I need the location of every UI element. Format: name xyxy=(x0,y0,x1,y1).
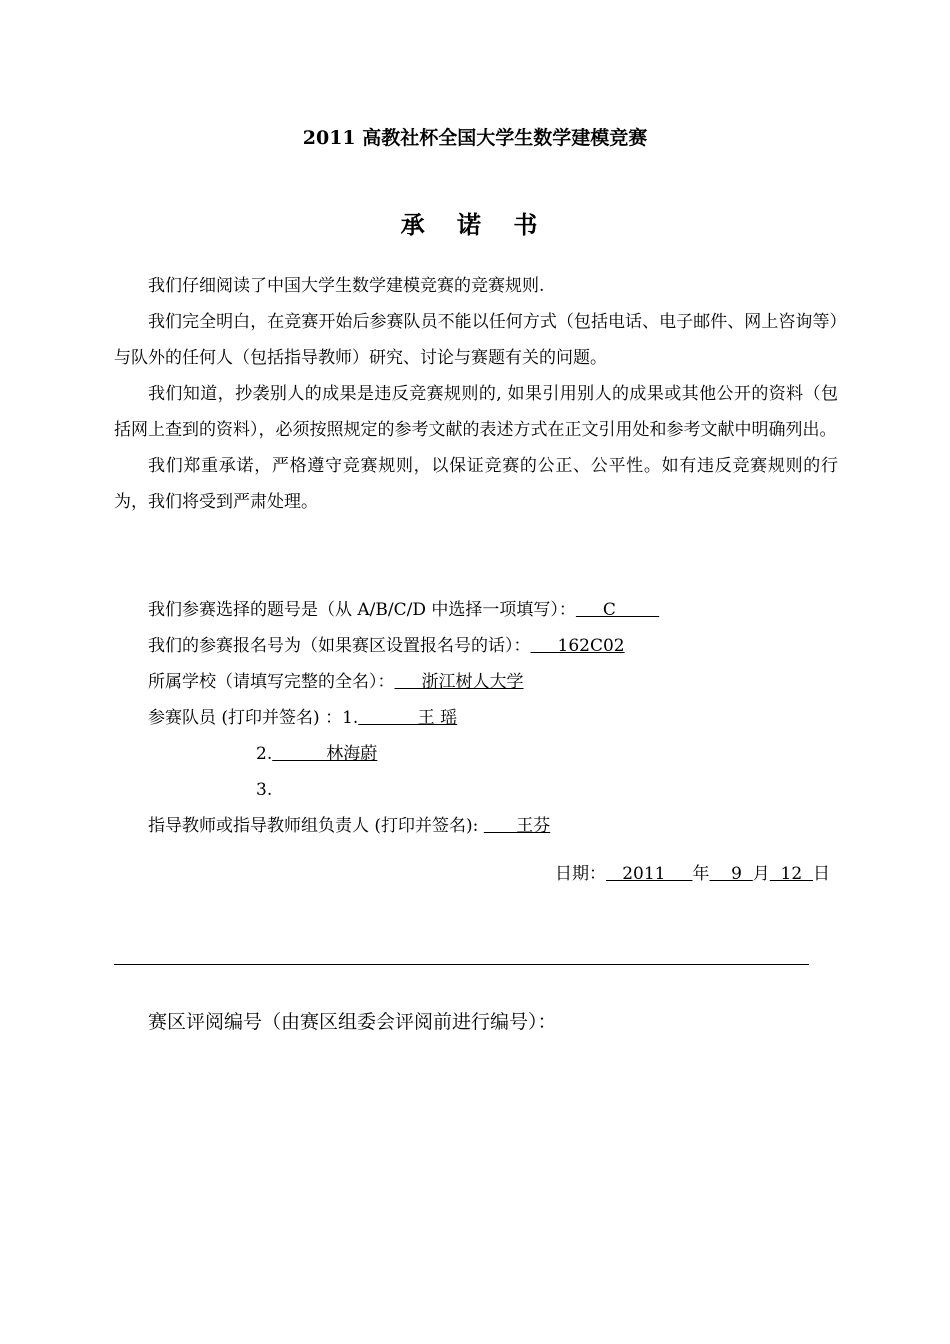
pledge-body xyxy=(114,268,838,520)
registration-form xyxy=(148,592,848,844)
date-day-unit: 日 xyxy=(813,864,830,884)
paragraph-2: 我们完全明白，在竞赛开始后参赛队员不能以任何方式（包括电话、电子邮件、网上咨询等）与队外的任何人（包括指导教师）研究、讨论与赛题有关的问题。 xyxy=(114,312,838,368)
member-1-value: 王 瑶 xyxy=(358,708,458,728)
members-label: 参赛队员 (打印并签名) ：1. xyxy=(148,708,359,728)
review-number-label: 赛区评阅编号（由赛区组委会评阅前进行编号）： xyxy=(148,1011,557,1033)
school-label: 所属学校（请填写完整的全名）： xyxy=(148,672,395,692)
school-row xyxy=(148,664,848,700)
date-month-unit: 月 xyxy=(752,864,770,884)
advisor-value: 王芬 xyxy=(483,816,551,836)
problem-label: 我们参赛选择的题号是（从 A/B/C/D 中选择一项填写）： xyxy=(148,600,576,620)
date-year-unit: 年 xyxy=(692,864,710,884)
member-1-row xyxy=(148,700,848,736)
member-3-row xyxy=(148,772,848,808)
date-year: 2011 xyxy=(606,864,693,884)
paragraph-1: 我们仔细阅读了中国大学生数学建模竞赛的竞赛规则. xyxy=(148,276,545,296)
registration-label: 我们的参赛报名号为（如果赛区设置报名号的话）： xyxy=(148,636,531,656)
member-2-prefix: 2. xyxy=(256,744,273,764)
member-2-value: 林海蔚 xyxy=(272,744,378,764)
problem-value: C xyxy=(575,600,660,620)
paragraph-4: 我们郑重承诺，严格遵守竞赛规则，以保证竞赛的公正、公平性。如有违反竞赛规则的行为，我们将受到严肃处理。 xyxy=(114,456,838,512)
registration-value: 162C02 xyxy=(530,636,625,656)
school-value: 浙江树人大学 xyxy=(394,672,524,692)
advisor-row xyxy=(148,808,848,844)
problem-row xyxy=(148,592,848,628)
registration-row xyxy=(148,628,848,664)
signature-date xyxy=(555,856,830,892)
document-subtitle: 承 诺 书 xyxy=(400,210,550,239)
paragraph-3: 我们知道，抄袭别人的成果是违反竞赛规则的, 如果引用别人的成果或其他公开的资料（包括网上查到的资料），必须按照规定的参考文献的表述方式在正文引用处和参考文献中明确列出。 xyxy=(114,384,838,440)
member-2-row xyxy=(148,736,848,772)
member-3-prefix: 3. xyxy=(256,780,273,800)
date-label: 日期： xyxy=(555,864,606,884)
advisor-label: 指导教师或指导教师组负责人 (打印并签名): xyxy=(148,816,484,836)
page-title: 2011 高教社杯全国大学生数学建模竞赛 xyxy=(302,127,648,149)
date-day: 12 xyxy=(769,864,813,884)
date-month: 9 xyxy=(709,864,753,884)
divider xyxy=(114,964,809,965)
